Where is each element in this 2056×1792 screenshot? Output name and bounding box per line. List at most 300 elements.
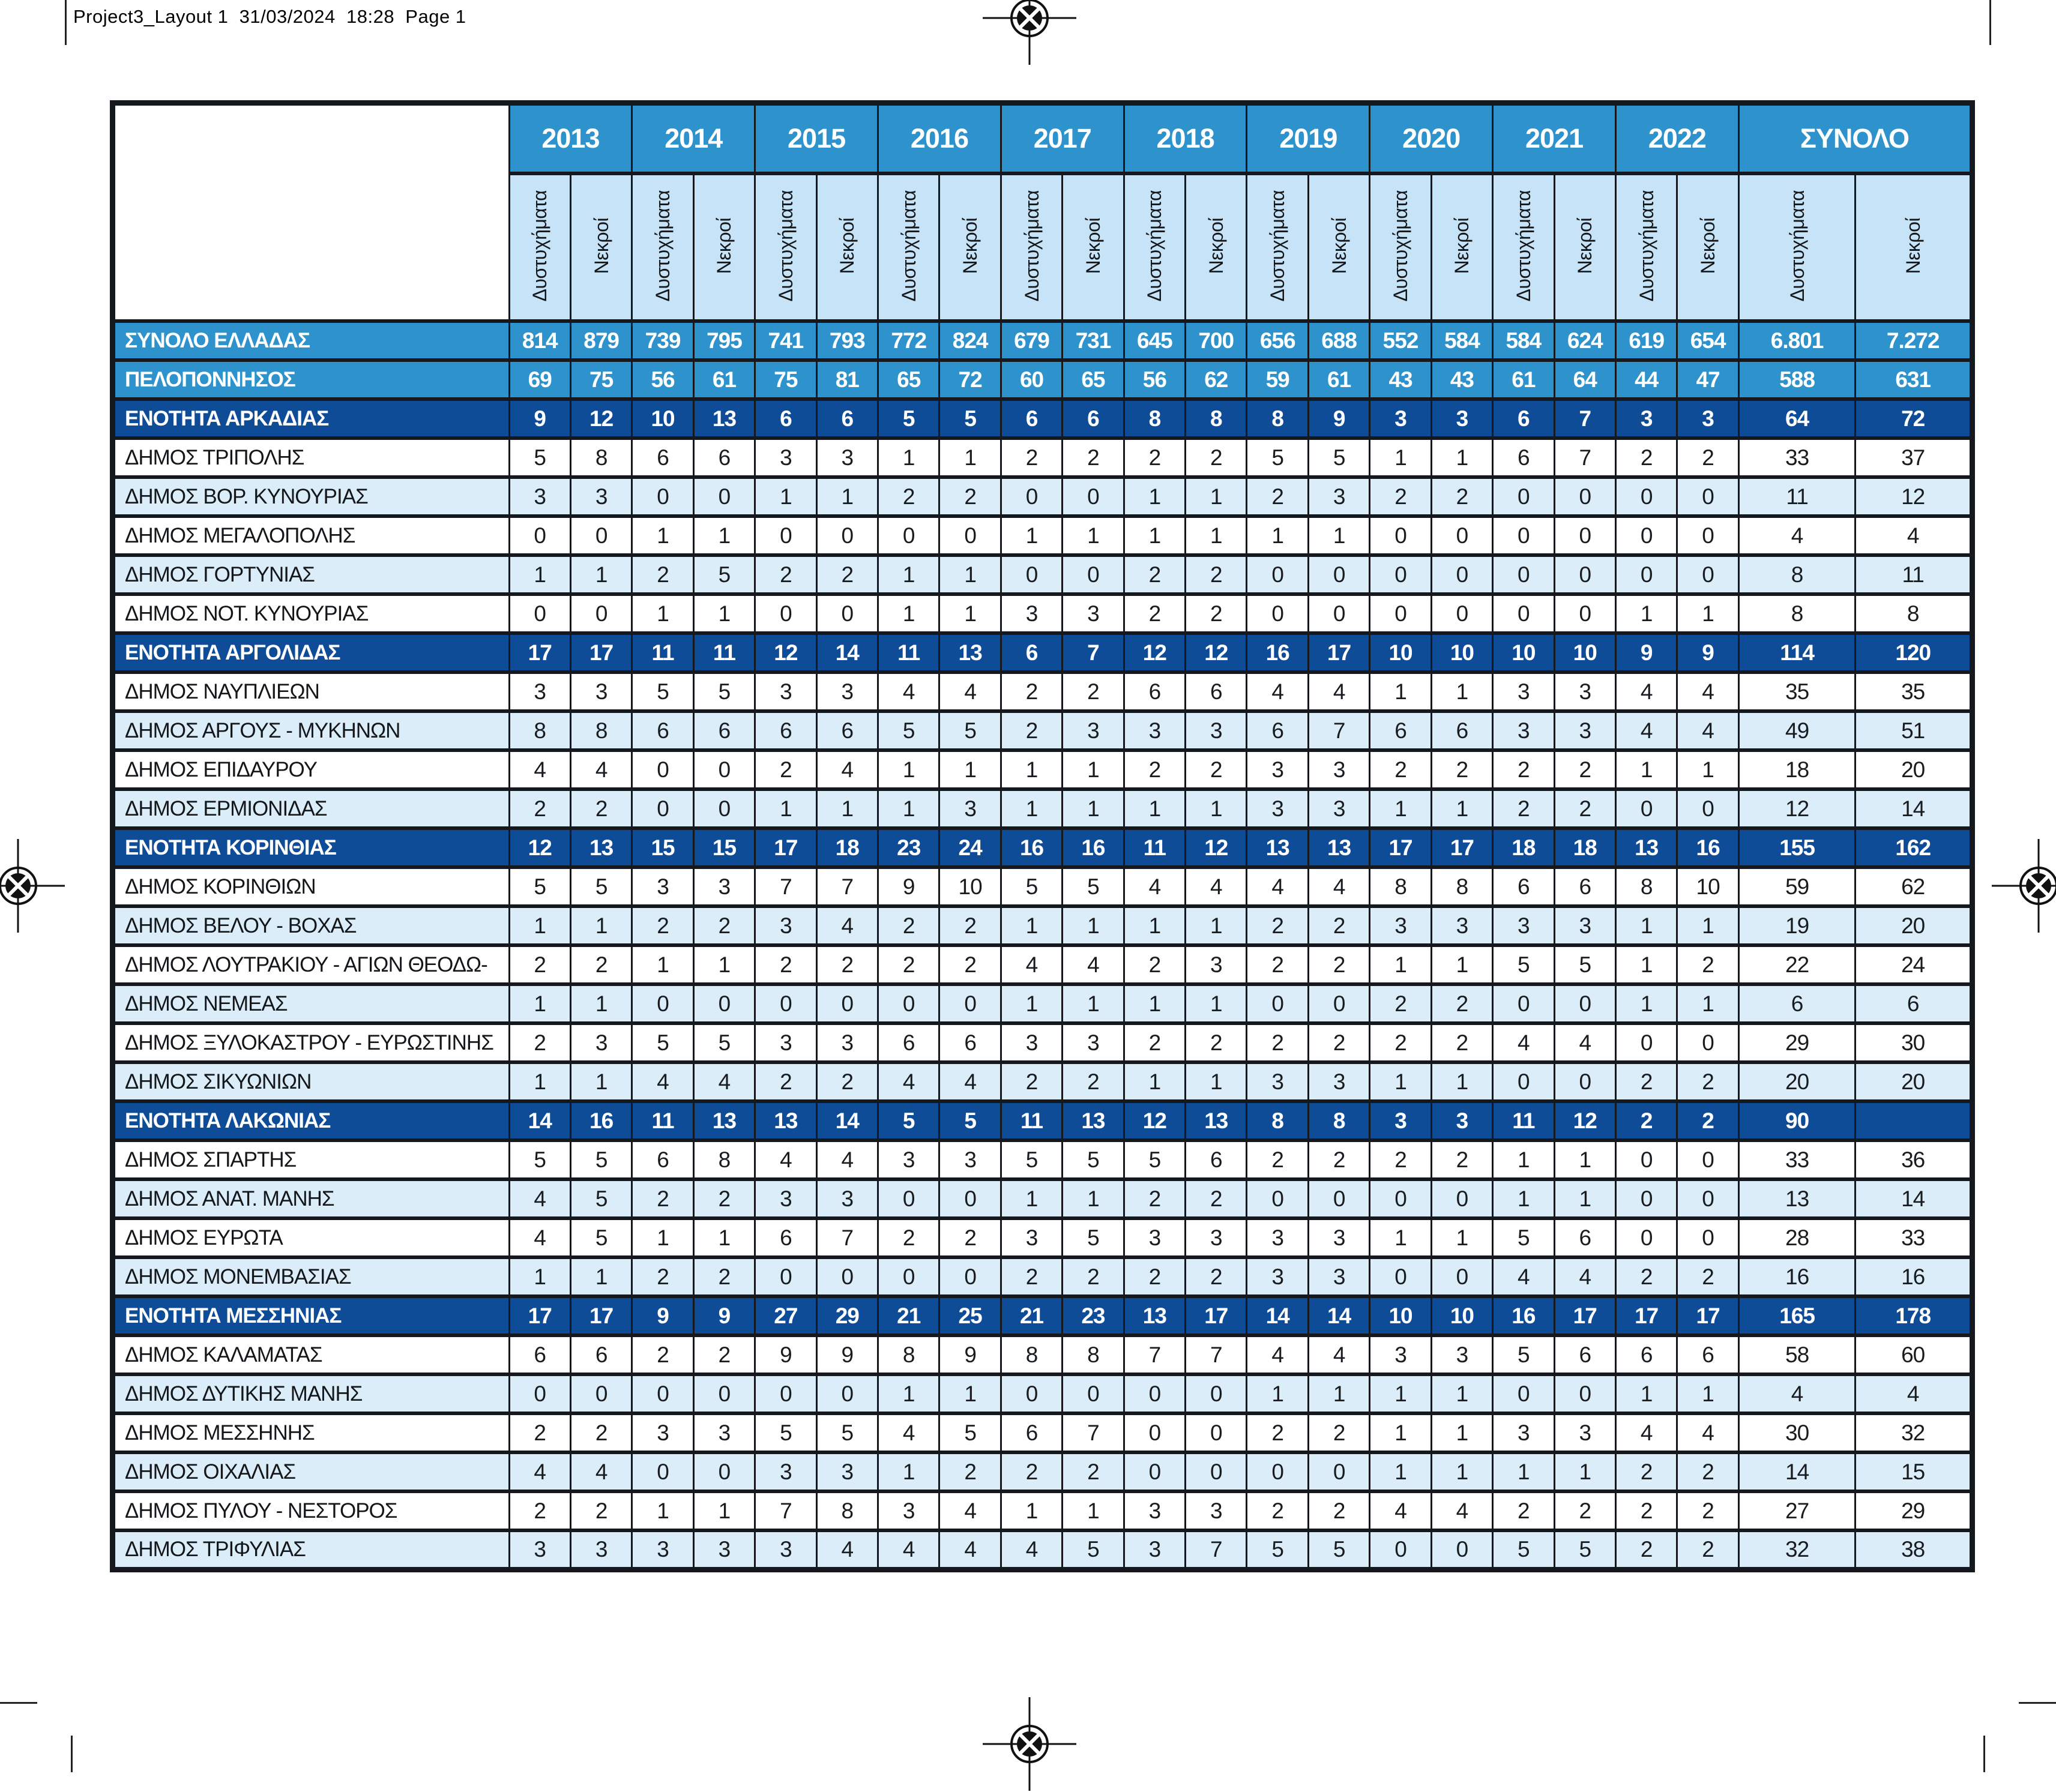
data-cell: 1: [1615, 750, 1677, 789]
table-container: [110, 100, 1975, 1572]
data-cell: 0: [1493, 984, 1554, 1023]
subheader-rotated-label: Νεκροί: [1082, 217, 1104, 274]
data-cell: 12: [1124, 1101, 1185, 1140]
data-cell: 29: [1738, 1023, 1856, 1062]
data-cell: 11: [1124, 828, 1185, 867]
data-cell: 0: [816, 594, 878, 633]
data-cell: 1: [878, 1452, 939, 1491]
data-cell: 3: [1001, 594, 1062, 633]
table-row: [113, 906, 1973, 945]
data-cell: 16: [1677, 828, 1738, 867]
data-cell: 11: [693, 633, 755, 672]
data-cell: 4: [1677, 711, 1738, 750]
data-cell: 688: [1308, 321, 1369, 360]
row-label: ΕΝΟΤΗΤΑ ΜΕΣΣΗΝΙΑΣ: [113, 1296, 510, 1335]
data-cell: 5: [878, 399, 939, 438]
data-cell: 1: [1186, 477, 1247, 516]
data-cell: 4: [816, 906, 878, 945]
data-cell: 1: [1124, 984, 1185, 1023]
data-cell: 4: [570, 1452, 632, 1491]
data-cell: 0: [1554, 1062, 1615, 1101]
registration-mark-bottom: [981, 1696, 1078, 1792]
subheader-cell: [1063, 173, 1124, 321]
data-cell: 6: [632, 1140, 693, 1179]
data-cell: 3: [1554, 711, 1615, 750]
data-cell: 13: [693, 399, 755, 438]
data-cell: 0: [1677, 789, 1738, 828]
data-cell: 18: [1493, 828, 1554, 867]
data-cell: 1: [878, 594, 939, 633]
year-header-2021: 2021: [1493, 103, 1616, 174]
data-cell: 9: [939, 1335, 1001, 1374]
data-cell: 75: [570, 360, 632, 399]
data-cell: 13: [1738, 1179, 1856, 1218]
data-cell: 24: [1856, 945, 1973, 984]
data-cell: 17: [1615, 1296, 1677, 1335]
data-cell: 2: [1186, 438, 1247, 477]
data-cell: 4: [1493, 1257, 1554, 1296]
data-cell: 7: [755, 1491, 816, 1530]
row-label: ΔΗΜΟΣ ΜΕΓΑΛΟΠΟΛΗΣ: [113, 516, 510, 555]
data-cell: 1: [509, 555, 570, 594]
data-cell: 3: [816, 1179, 878, 1218]
data-cell: 1: [509, 1257, 570, 1296]
data-cell: 1: [1001, 906, 1062, 945]
subheader-cell: [570, 173, 632, 321]
data-cell: 2: [1124, 1257, 1185, 1296]
data-cell: 3: [1124, 1530, 1185, 1569]
data-cell: 1: [1124, 1062, 1185, 1101]
data-cell: 18: [1738, 750, 1856, 789]
data-cell: 6: [1493, 438, 1554, 477]
data-cell: 8: [509, 711, 570, 750]
data-cell: 0: [1370, 555, 1431, 594]
data-cell: 14: [1856, 1179, 1973, 1218]
data-cell: 5: [939, 399, 1001, 438]
data-cell: 75: [755, 360, 816, 399]
data-cell: 4: [509, 1452, 570, 1491]
data-cell: 0: [1431, 555, 1492, 594]
data-cell: 2: [1554, 1491, 1615, 1530]
data-cell: 6: [1677, 1335, 1738, 1374]
data-cell: 36: [1856, 1140, 1973, 1179]
data-cell: 9: [1615, 633, 1677, 672]
data-cell: 2: [1370, 1023, 1431, 1062]
data-cell: 7: [1554, 438, 1615, 477]
data-cell: 7: [1554, 399, 1615, 438]
subheader-rotated-label: Νεκροί: [590, 217, 612, 274]
data-cell: 4: [632, 1062, 693, 1101]
data-cell: 3: [939, 789, 1001, 828]
data-cell: 4: [509, 1179, 570, 1218]
data-cell: 56: [632, 360, 693, 399]
data-cell: 1: [878, 789, 939, 828]
subheader-rotated-label: Δυστυχήματα: [897, 190, 920, 302]
data-cell: 12: [509, 828, 570, 867]
subheader-rotated-label: Δυστυχήματα: [652, 190, 674, 302]
data-cell: 5: [509, 438, 570, 477]
subheader-rotated-label: Νεκροί: [1328, 217, 1350, 274]
data-cell: 2: [1001, 711, 1062, 750]
data-cell: 1: [939, 1374, 1001, 1413]
data-cell: 0: [939, 984, 1001, 1023]
data-cell: 0: [1186, 1374, 1247, 1413]
data-cell: 0: [693, 750, 755, 789]
row-label: ΔΗΜΟΣ ΚΑΛΑΜΑΤΑΣ: [113, 1335, 510, 1374]
data-cell: 1: [1247, 1374, 1308, 1413]
data-cell: 0: [1615, 477, 1677, 516]
data-cell: 2: [1124, 945, 1185, 984]
data-cell: 0: [570, 594, 632, 633]
table-row: [113, 828, 1973, 867]
data-cell: 120: [1856, 633, 1973, 672]
data-cell: 2: [693, 1257, 755, 1296]
data-cell: 2: [1677, 945, 1738, 984]
data-cell: 17: [1370, 828, 1431, 867]
row-label: ΔΗΜΟΣ ΝΑΥΠΛΙΕΩΝ: [113, 672, 510, 711]
data-cell: 17: [1431, 828, 1492, 867]
subheader-cell: [1431, 173, 1492, 321]
data-cell: 3: [1124, 1491, 1185, 1530]
data-cell: 4: [1308, 672, 1369, 711]
data-cell: 0: [878, 1179, 939, 1218]
subheader-rotated-label: Νεκροί: [1451, 217, 1473, 274]
data-cell: 4: [1677, 1413, 1738, 1452]
data-cell: 17: [570, 1296, 632, 1335]
data-cell: 0: [1308, 984, 1369, 1023]
data-cell: 0: [693, 477, 755, 516]
data-cell: 20: [1856, 1062, 1973, 1101]
data-cell: 6: [1554, 1218, 1615, 1257]
data-cell: 5: [1247, 1530, 1308, 1569]
data-cell: 0: [1615, 1023, 1677, 1062]
data-cell: 29: [816, 1296, 878, 1335]
data-cell: 0: [1308, 1452, 1369, 1491]
data-cell: 0: [1431, 594, 1492, 633]
data-cell: 1: [693, 594, 755, 633]
data-cell: 4: [1247, 867, 1308, 906]
data-cell: 2: [632, 1257, 693, 1296]
data-cell: 5: [1001, 1140, 1062, 1179]
data-cell: 9: [693, 1296, 755, 1335]
data-cell: 2: [755, 945, 816, 984]
data-cell: 61: [1308, 360, 1369, 399]
data-cell: 17: [509, 633, 570, 672]
data-cell: 1: [1677, 906, 1738, 945]
row-label: ΔΗΜΟΣ ΤΡΙΠΟΛΗΣ: [113, 438, 510, 477]
data-cell: 3: [1308, 750, 1369, 789]
data-cell: 8: [1063, 1335, 1124, 1374]
crop-mark-top-right: [1989, 0, 1991, 45]
data-cell: 1: [1370, 1374, 1431, 1413]
subheader-cell: [1124, 173, 1185, 321]
data-cell: 2: [1431, 1140, 1492, 1179]
data-cell: 645: [1124, 321, 1185, 360]
year-header-2020: 2020: [1370, 103, 1493, 174]
data-cell: 44: [1615, 360, 1677, 399]
year-header-2019: 2019: [1247, 103, 1370, 174]
data-cell: 1: [570, 906, 632, 945]
data-cell: 0: [509, 1374, 570, 1413]
table-row: [113, 867, 1973, 906]
data-cell: 2: [1063, 1257, 1124, 1296]
data-cell: 69: [509, 360, 570, 399]
data-cell: 2: [1677, 1452, 1738, 1491]
data-cell: 2: [1186, 555, 1247, 594]
data-cell: 22: [1738, 945, 1856, 984]
data-cell: 14: [1856, 789, 1973, 828]
data-cell: 2: [1247, 945, 1308, 984]
data-cell: 2: [878, 1218, 939, 1257]
data-cell: 795: [693, 321, 755, 360]
data-cell: 2: [632, 555, 693, 594]
data-cell: 5: [1247, 438, 1308, 477]
data-cell: 2: [570, 789, 632, 828]
data-cell: 3: [1370, 1101, 1431, 1140]
data-cell: 4: [1370, 1491, 1431, 1530]
data-cell: 1: [1370, 1413, 1431, 1452]
data-cell: 624: [1554, 321, 1615, 360]
data-cell: 0: [1001, 477, 1062, 516]
table-row: [113, 555, 1973, 594]
data-cell: 17: [1186, 1296, 1247, 1335]
subheader-rotated-label: Νεκροί: [959, 217, 981, 274]
data-cell: 8: [1247, 399, 1308, 438]
data-cell: 3: [1493, 672, 1554, 711]
page-header-text: Project3_Layout 1 31/03/2024 18:28 Page 1: [73, 6, 466, 27]
data-cell: 43: [1431, 360, 1492, 399]
year-header-2013: 2013: [509, 103, 632, 174]
data-cell: [1856, 1101, 1973, 1140]
data-cell: 6: [878, 1023, 939, 1062]
data-cell: 1: [1001, 516, 1062, 555]
data-cell: 3: [1308, 1257, 1369, 1296]
data-cell: 13: [1247, 828, 1308, 867]
data-cell: 5: [632, 1023, 693, 1062]
data-cell: 2: [1124, 750, 1185, 789]
data-cell: 13: [693, 1101, 755, 1140]
data-cell: 2: [1063, 438, 1124, 477]
data-cell: 2: [570, 1491, 632, 1530]
data-cell: 8: [1124, 399, 1185, 438]
table-row: [113, 672, 1973, 711]
data-cell: 5: [632, 672, 693, 711]
data-cell: 1: [1431, 1218, 1492, 1257]
subheader-cell: [1247, 173, 1308, 321]
table-row: [113, 750, 1973, 789]
data-cell: 20: [1738, 1062, 1856, 1101]
data-cell: 17: [1677, 1296, 1738, 1335]
data-cell: 4: [878, 1413, 939, 1452]
data-cell: 16: [1856, 1257, 1973, 1296]
data-cell: 1: [1063, 789, 1124, 828]
data-cell: 3: [1247, 789, 1308, 828]
data-cell: 38: [1856, 1530, 1973, 1569]
data-cell: 4: [1615, 711, 1677, 750]
data-cell: 2: [1431, 750, 1492, 789]
data-cell: 2: [1370, 477, 1431, 516]
table-row: [113, 984, 1973, 1023]
row-label: ΕΝΟΤΗΤΑ ΑΡΓΟΛΙΔΑΣ: [113, 633, 510, 672]
data-cell: 1: [1615, 594, 1677, 633]
data-cell: 8: [1186, 399, 1247, 438]
data-cell: 5: [1554, 1530, 1615, 1569]
data-cell: 61: [1493, 360, 1554, 399]
data-cell: 18: [816, 828, 878, 867]
data-cell: 2: [1186, 1023, 1247, 1062]
data-cell: 2: [1063, 672, 1124, 711]
data-cell: 8: [1247, 1101, 1308, 1140]
data-cell: 2: [1615, 1530, 1677, 1569]
data-cell: 5: [570, 867, 632, 906]
data-cell: 0: [1554, 477, 1615, 516]
data-cell: 1: [1063, 1179, 1124, 1218]
accidents-statistics-table: [110, 100, 1975, 1572]
data-cell: 5: [1063, 1218, 1124, 1257]
data-cell: 739: [632, 321, 693, 360]
subheader-rotated-label: Δυστυχήματα: [1635, 190, 1657, 302]
data-cell: 1: [570, 1062, 632, 1101]
data-cell: 2: [1308, 1023, 1369, 1062]
data-cell: 3: [816, 1023, 878, 1062]
data-cell: 1: [1493, 1140, 1554, 1179]
data-cell: 5: [1493, 1218, 1554, 1257]
data-cell: 1: [509, 1062, 570, 1101]
data-cell: 0: [1308, 1179, 1369, 1218]
data-cell: 16: [1001, 828, 1062, 867]
data-cell: 12: [1856, 477, 1973, 516]
table-row: [113, 1218, 1973, 1257]
data-cell: 3: [1493, 906, 1554, 945]
data-cell: 1: [939, 555, 1001, 594]
table-row: [113, 1530, 1973, 1569]
data-cell: 13: [939, 633, 1001, 672]
crop-mark-top-left: [65, 0, 67, 45]
data-cell: 3: [755, 906, 816, 945]
row-label: ΔΗΜΟΣ ΓΟΡΤΥΝΙΑΣ: [113, 555, 510, 594]
data-cell: 17: [570, 633, 632, 672]
data-cell: 2: [1247, 477, 1308, 516]
data-cell: 3: [755, 1530, 816, 1569]
year-header-2016: 2016: [878, 103, 1001, 174]
data-cell: 0: [1493, 477, 1554, 516]
data-cell: 18: [1554, 828, 1615, 867]
data-cell: 32: [1738, 1530, 1856, 1569]
data-cell: 5: [939, 1101, 1001, 1140]
data-cell: 1: [1001, 1179, 1062, 1218]
data-cell: 2: [1001, 1257, 1062, 1296]
subheader-rotated-label: Δυστυχήματα: [1144, 190, 1166, 302]
data-cell: 3: [693, 867, 755, 906]
subheader-rotated-label: Δυστυχήματα: [1390, 190, 1412, 302]
data-cell: 793: [816, 321, 878, 360]
data-cell: 8: [1738, 555, 1856, 594]
data-cell: 30: [1738, 1413, 1856, 1452]
data-cell: 0: [878, 516, 939, 555]
data-cell: 5: [693, 1023, 755, 1062]
data-cell: 2: [693, 906, 755, 945]
data-cell: 6: [693, 711, 755, 750]
data-cell: 28: [1738, 1218, 1856, 1257]
data-cell: 1: [632, 1218, 693, 1257]
data-cell: 3: [816, 438, 878, 477]
table-row: [113, 360, 1973, 399]
data-cell: 7: [755, 867, 816, 906]
data-cell: 3: [1247, 1062, 1308, 1101]
row-label: ΔΗΜΟΣ ΜΟΝΕΜΒΑΣΙΑΣ: [113, 1257, 510, 1296]
table-row: [113, 789, 1973, 828]
data-cell: 11: [1493, 1101, 1554, 1140]
data-cell: 619: [1615, 321, 1677, 360]
data-cell: 62: [1186, 360, 1247, 399]
table-row: [113, 1101, 1973, 1140]
data-cell: 14: [1738, 1452, 1856, 1491]
data-cell: 2: [939, 1452, 1001, 1491]
data-cell: 1: [1615, 984, 1677, 1023]
data-cell: 4: [1554, 1257, 1615, 1296]
table-row: [113, 594, 1973, 633]
data-cell: 654: [1677, 321, 1738, 360]
data-cell: 3: [693, 1530, 755, 1569]
data-cell: 0: [1677, 516, 1738, 555]
data-cell: 5: [1554, 945, 1615, 984]
data-cell: 30: [1856, 1023, 1973, 1062]
data-cell: 2: [816, 555, 878, 594]
data-cell: 2: [509, 789, 570, 828]
data-cell: 0: [939, 516, 1001, 555]
data-cell: 1: [1493, 1179, 1554, 1218]
data-cell: 1: [1186, 789, 1247, 828]
data-cell: 0: [1493, 1062, 1554, 1101]
data-cell: 0: [1493, 594, 1554, 633]
data-cell: 3: [816, 1452, 878, 1491]
data-cell: 584: [1431, 321, 1492, 360]
data-cell: 0: [1554, 594, 1615, 633]
data-cell: 17: [1308, 633, 1369, 672]
data-cell: 2: [1186, 750, 1247, 789]
data-cell: 0: [939, 1257, 1001, 1296]
data-cell: 5: [755, 1413, 816, 1452]
data-cell: 3: [1677, 399, 1738, 438]
data-cell: 5: [939, 1413, 1001, 1452]
data-cell: 11: [1738, 477, 1856, 516]
data-cell: 8: [816, 1491, 878, 1530]
data-cell: 2: [1370, 1140, 1431, 1179]
data-cell: 2: [939, 945, 1001, 984]
data-cell: 0: [755, 1257, 816, 1296]
data-cell: 8: [1856, 594, 1973, 633]
data-cell: 6: [632, 711, 693, 750]
data-cell: 741: [755, 321, 816, 360]
subheader-cell: [1001, 173, 1062, 321]
data-cell: 3: [755, 1023, 816, 1062]
data-cell: 13: [570, 828, 632, 867]
data-cell: 0: [939, 1179, 1001, 1218]
data-cell: 6: [1001, 1413, 1062, 1452]
data-cell: 2: [1677, 1257, 1738, 1296]
data-cell: 2: [755, 555, 816, 594]
data-cell: 1: [1308, 516, 1369, 555]
data-cell: 5: [570, 1179, 632, 1218]
data-cell: 7: [1186, 1530, 1247, 1569]
data-cell: 3: [1247, 1218, 1308, 1257]
data-cell: 3: [1001, 1218, 1062, 1257]
data-cell: 1: [878, 1374, 939, 1413]
data-cell: 2: [1677, 438, 1738, 477]
data-cell: 6: [1738, 984, 1856, 1023]
subheader-rotated-label: Νεκροί: [1902, 217, 1924, 274]
data-cell: 3: [1063, 1023, 1124, 1062]
